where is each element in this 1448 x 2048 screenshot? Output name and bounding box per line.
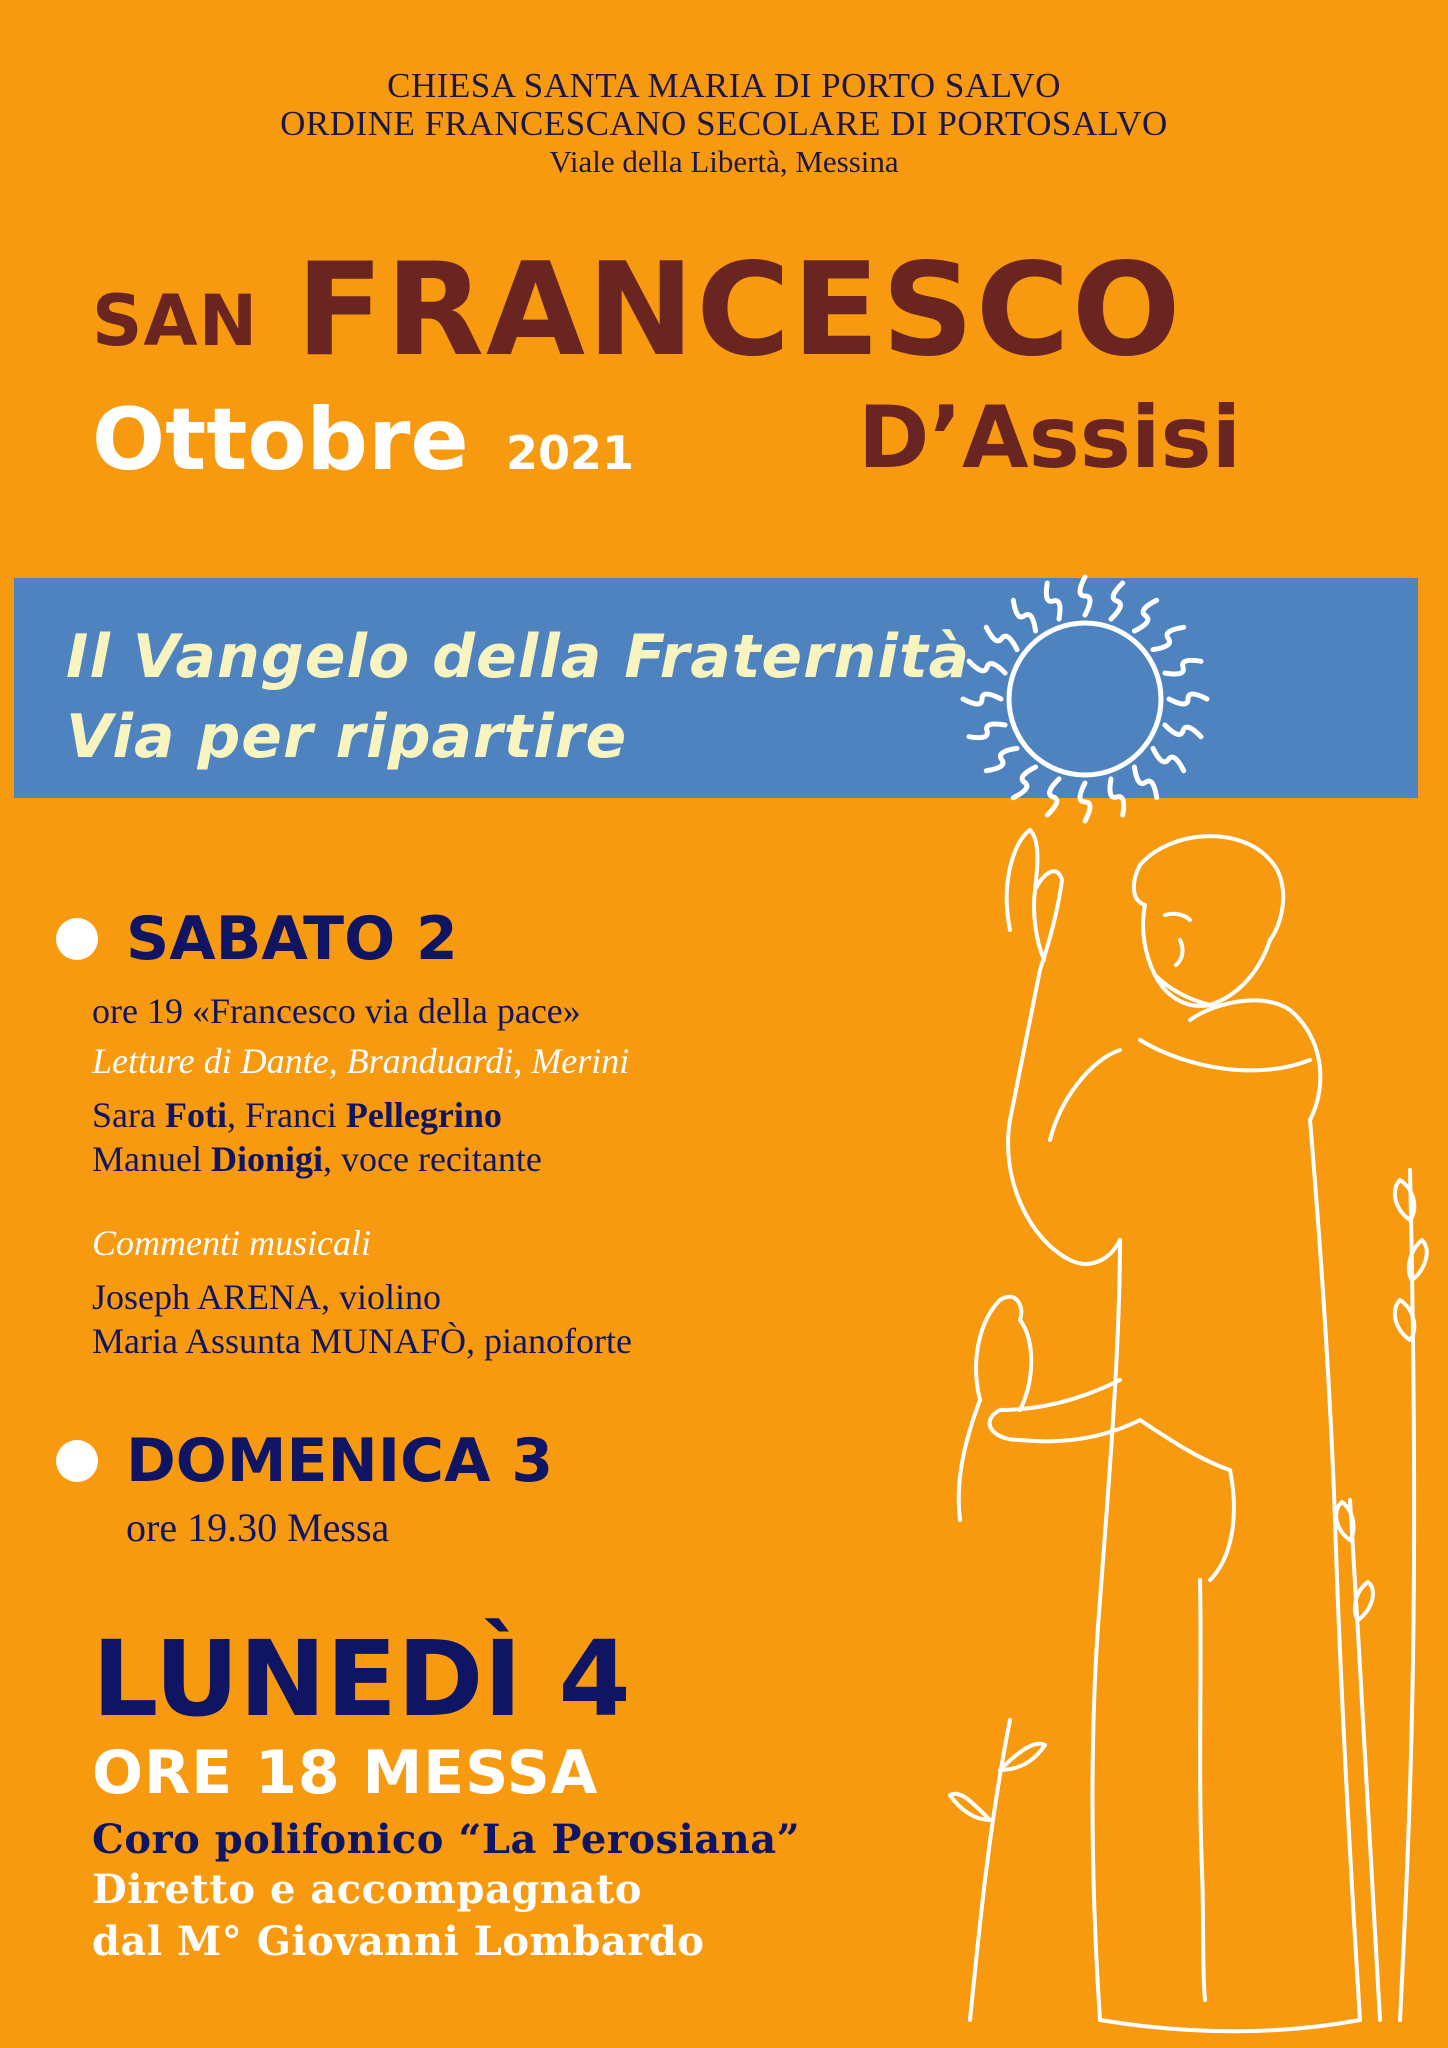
day-sabato: SABATO 2 (126, 904, 458, 974)
reader-last-name: Pellegrino (345, 1095, 502, 1135)
sun-ray (1134, 600, 1156, 631)
sun-ray (1013, 600, 1035, 631)
music-comments-title: Commenti musicali (92, 1223, 371, 1263)
sun-ray (1153, 748, 1184, 770)
lunedi-mass-time: ORE 18 MESSA (92, 1738, 599, 1808)
church-name: CHIESA SANTA MARIA DI PORTO SALVO (387, 66, 1061, 105)
sabato-time-title: ore 19 «Francesco via della pace» (92, 991, 581, 1031)
choir-maestro: dal M° Giovanni Lombardo (92, 1918, 705, 1965)
saint-francis-illustration (940, 820, 1445, 2048)
address: Viale della Libertà, Messina (549, 144, 899, 179)
musician-piano: Maria Assunta MUNAFÒ, pianoforte (92, 1321, 632, 1361)
sabato-readings: Letture di Dante, Branduardi, Merini (92, 1041, 630, 1081)
slogan-line-1: Il Vangelo della Fraternità (66, 622, 971, 692)
sun-ray (1165, 725, 1201, 737)
sun-ray (1153, 627, 1184, 649)
choir-name: Coro polifonico “La Perosiana” (92, 1816, 801, 1863)
sabato-readers (92, 1094, 502, 1136)
sun-ray (1134, 767, 1156, 798)
bullet-dot (56, 1440, 98, 1482)
choir-directed: Diretto e accompagnato (92, 1866, 642, 1913)
sun-ray (986, 748, 1017, 770)
narrator-first-name: Manuel (92, 1139, 211, 1179)
sun-ray (1169, 694, 1207, 704)
sun-ray (1165, 660, 1201, 674)
narrator-last-name: Dionigi (210, 1139, 323, 1179)
reader-last-name: Foti (164, 1095, 227, 1135)
slogan-line-2: Via per ripartire (66, 702, 628, 772)
bullet-dot (56, 918, 98, 960)
title-month: Ottobre (92, 390, 469, 490)
musician-violin: Joseph ARENA, violino (92, 1277, 442, 1317)
day-lunedi: LUNEDÌ 4 (92, 1618, 631, 1740)
reader-separator: , Franci (226, 1095, 346, 1135)
title-assisi: D’Assisi (858, 388, 1242, 488)
narrator-role: , voce recitante (323, 1139, 542, 1179)
sun-illustration (940, 574, 1230, 834)
day-domenica: DOMENICA 3 (126, 1426, 554, 1496)
sun-ray (1080, 577, 1090, 615)
title-francesco: FRANCESCO (296, 236, 1183, 385)
sun-ray (969, 724, 1005, 738)
reader-first-name: Sara (92, 1095, 165, 1135)
sun-ray (1013, 767, 1035, 798)
sun-ray (969, 661, 1005, 673)
title-san: SAN (92, 280, 259, 362)
sun-ray (1111, 583, 1123, 619)
sun-ray (1110, 779, 1124, 815)
domenica-mass-time: ore 19.30 Messa (126, 1505, 390, 1550)
sun-ray (986, 627, 1017, 649)
order-name: ORDINE FRANCESCANO SECOLARE DI PORTOSALVO (280, 104, 1168, 143)
sabato-narrator (92, 1138, 542, 1180)
sun-ray (963, 694, 1001, 704)
sun-ray (1046, 583, 1060, 619)
title-year: 2021 (506, 426, 635, 480)
sun-ray (1047, 779, 1059, 815)
sun-ray (1080, 783, 1090, 821)
